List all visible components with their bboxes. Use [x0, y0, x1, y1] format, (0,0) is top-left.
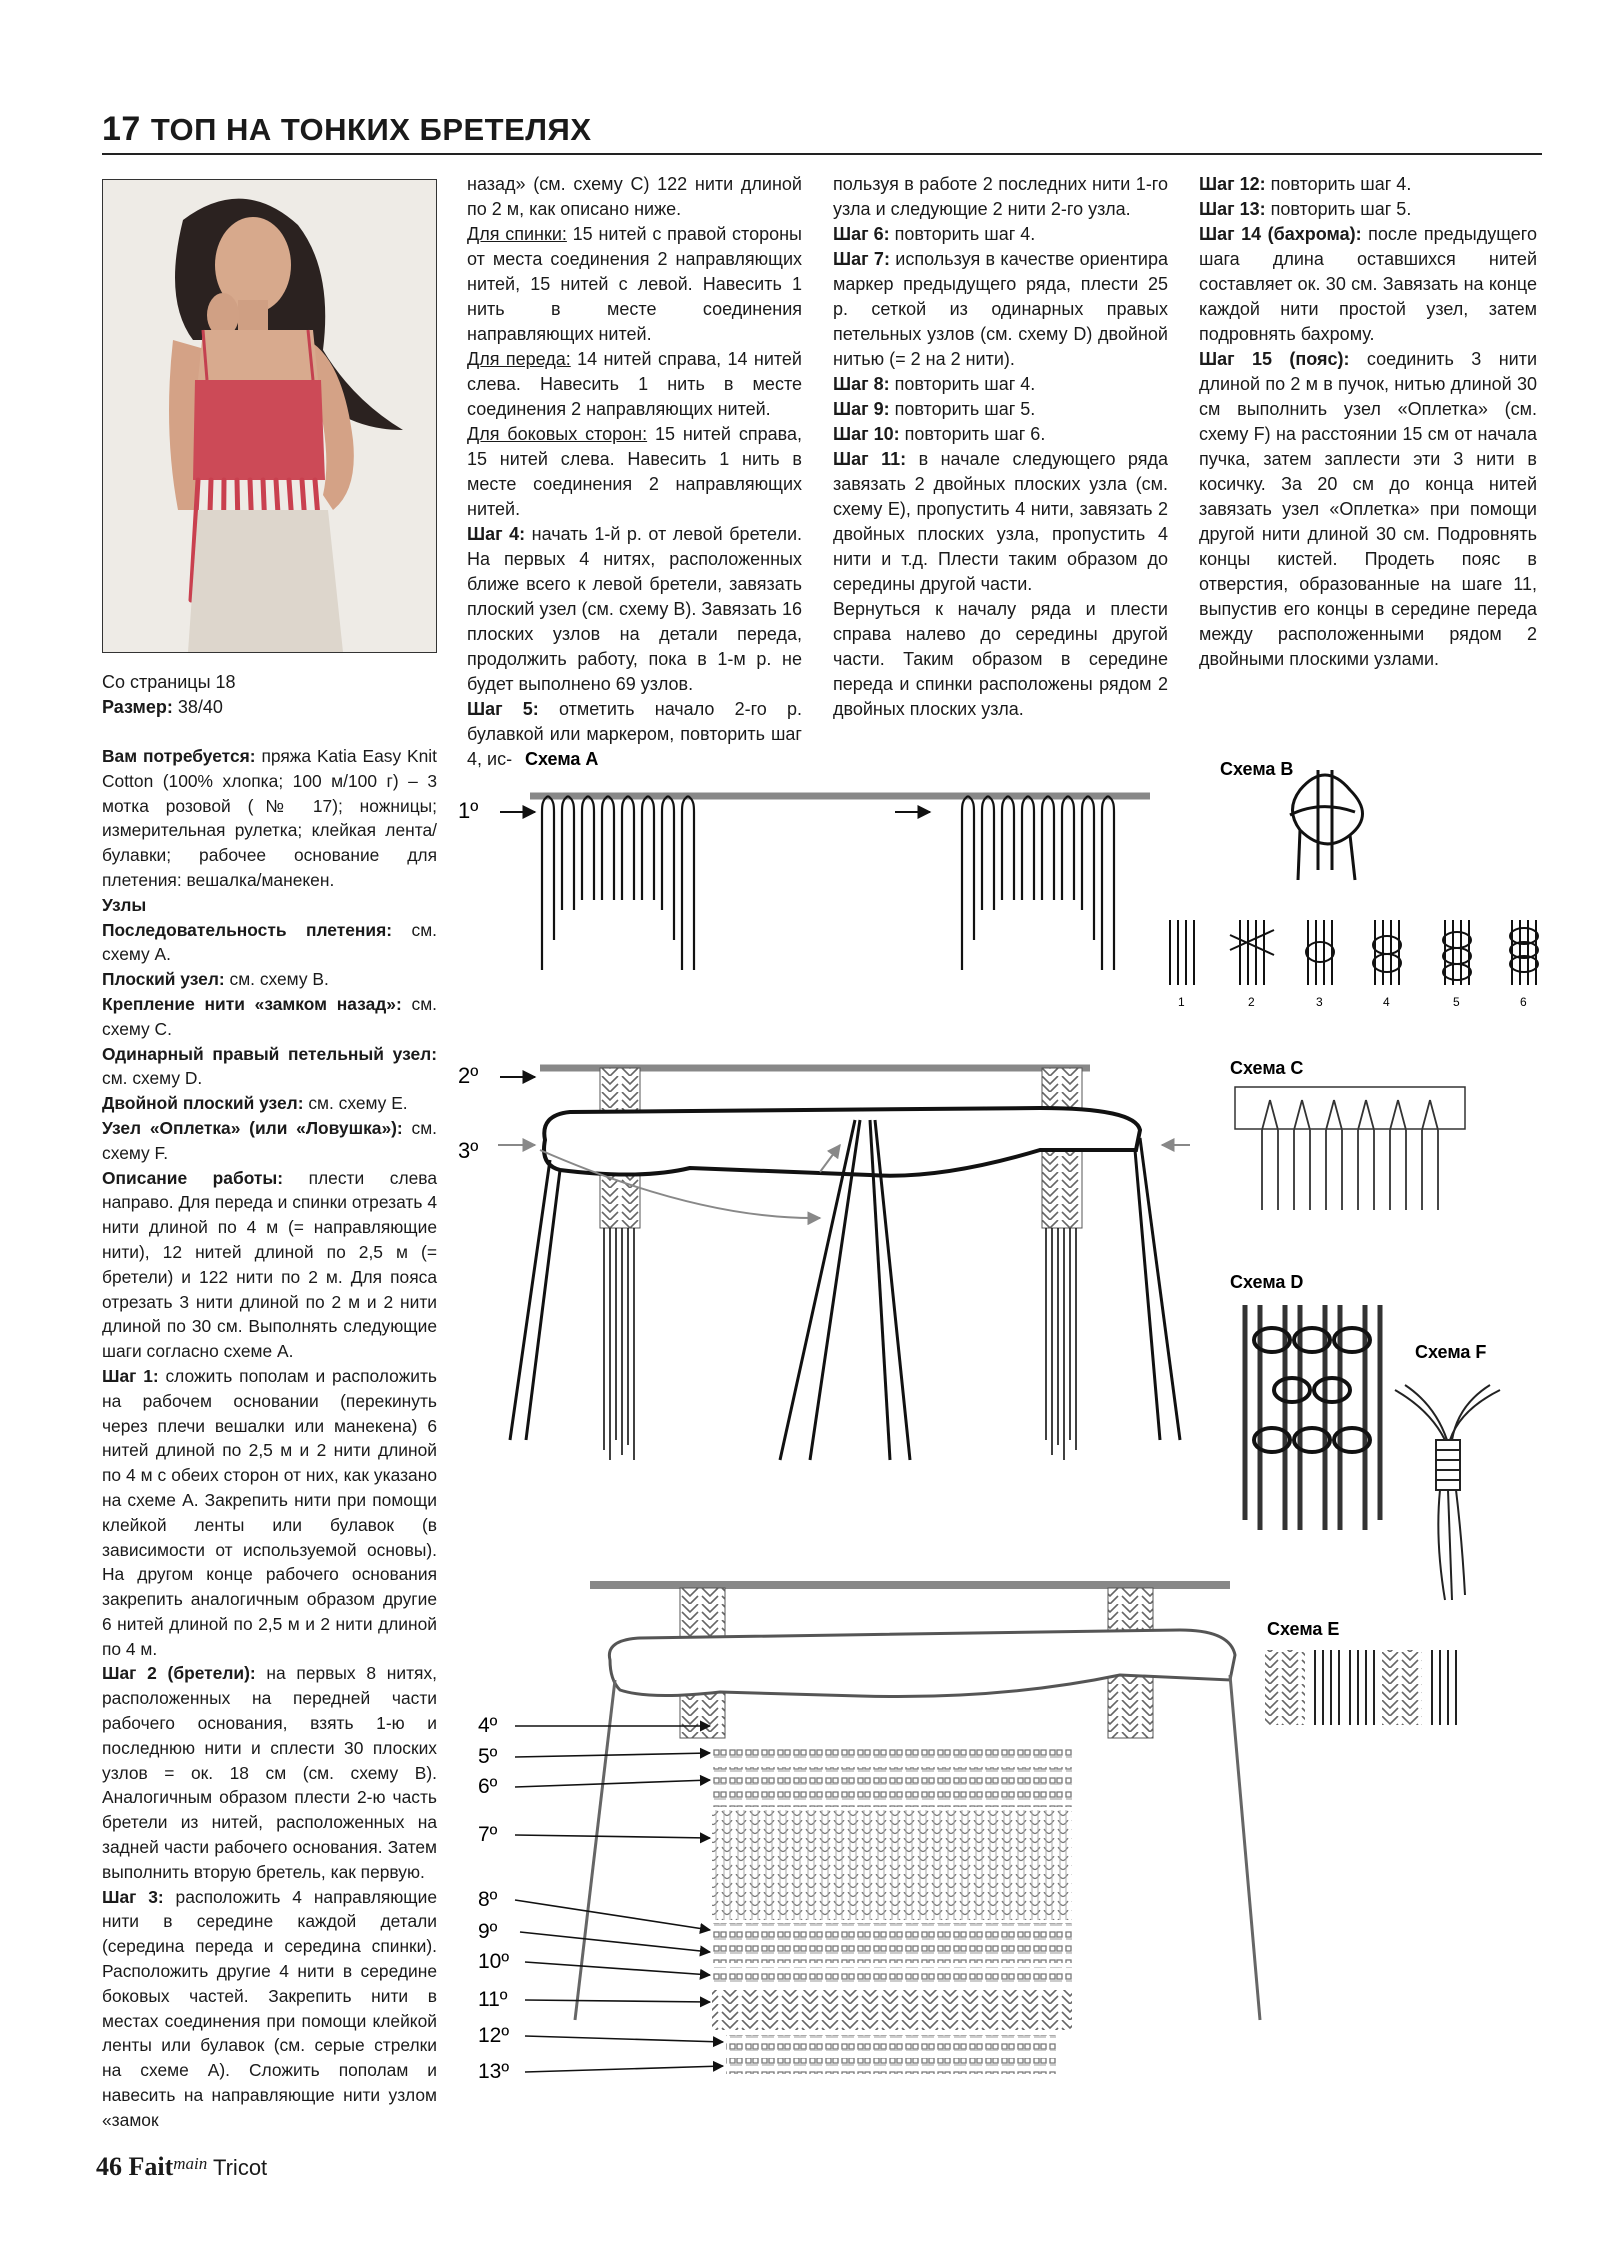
diagrams-area — [440, 740, 1560, 2090]
paragraph: Описание работы: плести слева направо. Для переда и спинки отрезать 4 нити длиной по 4 м (= направляющие нити), 12 нитей длиной по 2,5 м (= бретели) и 122 нити по 2 м. Для пояса отрезать 3 нити длиной по 2 м и 2 нити длиной по 30 см. Выполнять следующие шаги согласно схеме A. — [102, 1167, 437, 1362]
paragraph: Двойной плоский узел: см. схему E. — [102, 1093, 408, 1114]
paragraph: Шаг 1: сложить пополам и расположить на рабочем основании (перекинуть через плечи вешалки или манекена) 6 нитей длиной по 2,5 м и 2 нити длиной по 4 м с обеих сторон от них, как указано на схеме A. Закрепить нити при помощи клейкой ленты или булавок (в зависимости от используемой основы). На другом конце рабочего основания закрепить аналогичным образом другие 6 нитей длиной по 2,5 м и 2 нити длиной по 4 м. — [102, 1365, 437, 1659]
knot-row-5 — [712, 1767, 1072, 1785]
schema-c-label: Схема C — [1230, 1058, 1304, 1078]
row-marker-6: 6º — [478, 1775, 498, 1798]
size-line — [102, 695, 435, 720]
schema-a-steps-2-3 — [458, 1063, 1190, 1460]
knot-row-12 — [726, 2035, 1056, 2051]
diagrams-svg — [440, 740, 1560, 2090]
paragraph: Шаг 2 (бретели): на первых 8 нитях, расположенных на передней части рабочего основания, взять 1-ю и последнюю нити и сплести 30 плоских узлов = ок. 18 см (см. схему B). Аналогичным образом плести 2-ю часть бретели из нитей, расположенных на задней части рабочего основания. Затем выполнить вторую бретель, как первую. — [102, 1663, 437, 1882]
size-label: Размер: — [102, 697, 173, 717]
schema-a-steps-4-13 — [478, 1585, 1260, 2083]
schema-e-label: Схема E — [1267, 1619, 1340, 1639]
row-marker-4: 4º — [478, 1714, 498, 1737]
row-marker-11: 11º — [478, 1988, 508, 2011]
paragraph: Одинарный правый петельный узел: см. схему D. — [102, 1043, 437, 1089]
paragraph: Вам потребуется: пряжа Katia Easy Knit Cotton (100% хлопка; 100 м/100 г) – 3 мотка розовой (№ 17); ножницы; измерительная рулетка; клейкая лента/булавки; рабочее основание для плетения: вешалка/манекен. — [102, 746, 437, 890]
paragraph: назад» (см. схему C) 122 нити длиной по 2 м, как описано ниже. — [467, 174, 802, 219]
row-marker-8: 8º — [478, 1888, 498, 1911]
row-marker-12: 12º — [478, 2024, 510, 2047]
schema-b-step-4: 4 — [1383, 995, 1390, 1009]
schema-b-step-3: 3 — [1316, 995, 1323, 1009]
schema-d-label: Схема D — [1230, 1272, 1304, 1292]
paragraph: Для переда: 14 нитей справа, 14 нитей слева. Навесить 1 нить в месте соединения 2 направляющих нитей. — [467, 349, 802, 419]
knot-row-13 — [726, 2058, 1056, 2074]
knot-row-6 — [712, 1789, 1072, 1807]
row-marker-5: 5º — [478, 1745, 498, 1768]
instructions-left-column — [102, 744, 437, 2133]
instructions-column-3 — [833, 172, 1168, 722]
schema-f — [1395, 1342, 1500, 1600]
pattern-title: ТОП НА ТОНКИХ БРЕТЕЛЯХ — [150, 112, 592, 147]
paragraph: Шаг 5: отметить начало 2-го р. булавкой или маркером, повторить шаг 4, ис- — [467, 699, 802, 769]
pattern-number: 17 — [102, 110, 141, 148]
knot-row-11 — [712, 1990, 1072, 2030]
instructions-column-4 — [1199, 172, 1537, 672]
schema-b-step-1: 1 — [1178, 995, 1185, 1009]
schema-f-label: Схема F — [1415, 1342, 1487, 1362]
schema-c — [1230, 1058, 1465, 1210]
row-marker-13: 13º — [478, 2060, 510, 2083]
schema-a-label: Схема A — [525, 749, 599, 769]
paragraph: Шаг 10: повторить шаг 6. — [833, 424, 1046, 444]
instructions-column-2 — [467, 172, 802, 772]
paragraph: Узел «Оплетка» (или «Ловушка»): см. схему F. — [102, 1117, 437, 1163]
paragraph: Шаг 3: расположить 4 направляющие нити в середине каждой детали (середина переда и середина спинки). Расположить другие 4 нити в середине боковых частей. Закрепить нити в местах соединения при помощи клейкой ленты или булавок (см. серые стрелки на схеме A). Сложить пополам и навесить на направляющие нити узлом «замок — [102, 1886, 437, 2130]
paragraph: Последовательность плетения: см. схему A. — [102, 919, 437, 965]
schema-b-step-2: 2 — [1248, 995, 1255, 1009]
page-footer — [96, 2152, 267, 2182]
knot-row-9 — [712, 1945, 1072, 1963]
knot-row-10 — [712, 1967, 1072, 1985]
paragraph: Шаг 9: повторить шаг 5. — [833, 399, 1036, 419]
schema-b — [1170, 759, 1538, 1009]
paragraph: Шаг 11: в начале следующего ряда завязать 2 двойных плоских узла (см. схему E), пропустить 4 нити, завязать 2 двойных плоских узла, пропустить 4 нити и т.д. Плести таким образом до середины другой части. — [833, 449, 1168, 594]
schema-b-step-6: 6 — [1520, 995, 1527, 1009]
model-photo — [102, 179, 437, 653]
knot-row-4 — [712, 1745, 1072, 1763]
paragraph: пользуя в работе 2 последних нити 1-го узла и следующие 2 нити 2-го узла. — [833, 174, 1168, 219]
row-marker-2: 2º — [458, 1063, 479, 1088]
paragraph: Крепление нити «замком назад»: см. схему C. — [102, 993, 437, 1039]
brand-sub: main — [173, 2154, 208, 2173]
page-title — [102, 110, 1542, 155]
row-marker-7: 7º — [478, 1823, 498, 1846]
schema-b-label: Схема B — [1220, 759, 1294, 779]
magazine-name: Tricot — [207, 2155, 268, 2180]
paragraph: Шаг 15 (пояс): соединить 3 нити длиной по 2 м в пучок, нитью длиной 30 см выполнить узел «Оплетка» (см. схему F) на расстоянии 15 см от начала пучка, затем заплести эти 3 нити в косичку. За 20 см до конца нитей завязать узел «Оплетка» при помощи другой нити длиной 30 см. Подровнять концы кистей. Продеть пояс в отверстия, образованные на шаге 11, выпустив его концы в середине переда между расположенными рядом 2 двойными плоскими узлами. — [1199, 349, 1538, 669]
paragraph: Шаг 6: повторить шаг 4. — [833, 224, 1036, 244]
photo-caption — [102, 670, 435, 720]
row-marker-3: 3º — [458, 1138, 479, 1163]
knot-row-8 — [712, 1923, 1072, 1941]
paragraph: Узлы — [102, 894, 147, 915]
schema-e — [1265, 1619, 1456, 1725]
schema-a — [458, 749, 1150, 970]
paragraph: Шаг 8: повторить шаг 4. — [833, 374, 1036, 394]
source-page: Со страницы 18 — [102, 672, 236, 692]
size-value: 38/40 — [172, 697, 223, 717]
paragraph: Плоский узел: см. схему B. — [102, 969, 329, 990]
row-marker-1: 1º — [458, 798, 479, 823]
paragraph: Шаг 14 (бахрома): после предыдущего шага длина оставшихся нитей составляет ок. 30 см. Завязать на конце каждой нити простой узел, затем подровнять бахрому. — [1199, 224, 1537, 344]
paragraph: Шаг 4: начать 1-й р. от левой бретели. На первых 4 нитях, расположенных ближе всего к левой бретели, завязать плоский узел (см. схему B). Завязать 16 плоских узлов на детали переда, продолжить работу, пока в 1-м р. не будет выполнено 69 узлов. — [467, 524, 802, 694]
brand-name: Fait — [128, 2152, 174, 2181]
paragraph: Вернуться к началу ряда и плести справа налево до середины другой части. Таким образом в середине переда и спинки расположены рядом 2 двойных плоских узла. — [833, 599, 1168, 719]
schema-d — [1230, 1272, 1380, 1530]
paragraph: Шаг 12: повторить шаг 4. — [1199, 174, 1412, 194]
row-marker-10: 10º — [478, 1950, 510, 1973]
paragraph: Для боковых сторон: 15 нитей справа, 15 нитей слева. Навесить 1 нить в месте соединения 2 направляющих нитей. — [467, 424, 802, 519]
schema-b-step-5: 5 — [1453, 995, 1460, 1009]
mesh-area-7 — [712, 1810, 1072, 1920]
row-marker-9: 9º — [478, 1920, 498, 1943]
page-number: 46 — [96, 2152, 122, 2181]
paragraph: Шаг 7: используя в качестве ориентира маркер предыдущего ряда, плести 25 р. сеткой из одинарных правых петельных узлов (см. схему D) двойной нитью (= 2 на 2 нити). — [833, 249, 1169, 369]
paragraph: Для спинки: 15 нитей с правой стороны от места соединения 2 направляющих нитей, 15 нитей с левой. Навесить 1 нить в месте соединения направляющих нитей. — [467, 224, 802, 344]
paragraph: Шаг 13: повторить шаг 5. — [1199, 199, 1412, 219]
